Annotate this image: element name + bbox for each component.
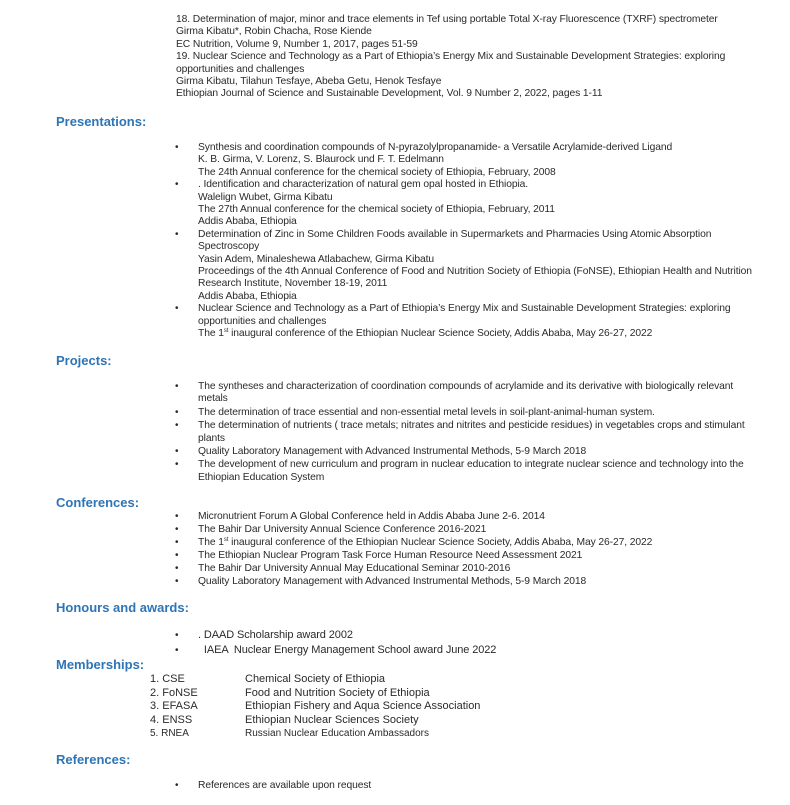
list-item: • Synthesis and coordination compounds of N-pyrazolylpropanamide- a Versatile Acrylamide-derived Ligand K. B. Girma, V. Lorenz, S. Blaurock und F. T. Edelmann The 24th Annual conference for the chemical society of Ethiopia, February, 2008: [176, 142, 776, 179]
list-item: • The development of new curriculum and program in nuclear education to integrate nuclear science and technology into the Ethiopian Education System: [176, 459, 776, 484]
list-item: • The determination of trace essential and non-essential metal levels in soil-plant-animal-human system.: [176, 407, 776, 419]
publication-line: Ethiopian Journal of Science and Sustainable Development, Vol. 9 Number 2, 2022, pages 1-11: [176, 88, 603, 100]
references-list: [176, 780, 776, 792]
references-heading: References:: [56, 752, 131, 767]
publication-line: opportunities and challenges: [176, 63, 305, 75]
publication-line: EC Nutrition, Volume 9, Number 1, 2017, pages 51-59: [176, 38, 418, 50]
list-item: • References are available upon request: [176, 780, 776, 792]
list-item: • Nuclear Science and Technology as a Part of Ethiopia’s Energy Mix and Sustainable Development Strategies: exploring opportunities and challenges The 1st inaugural conference of the Ethiopian Nuclear Science Society, Addis Ababa, May 26-27, 2022: [176, 303, 776, 340]
list-item: • Quality Laboratory Management with Advanced Instrumental Methods, 5-9 March 2018: [176, 576, 776, 588]
conferences-heading: Conferences:: [56, 495, 140, 510]
publication-line: 18. Determination of major, minor and trace elements in Tef using portable Total X-ray Fluorescence (TXRF) spectrometer: [176, 14, 718, 25]
publication-line: Girma Kibatu*, Robin Chacha, Rose Kiende: [176, 26, 372, 38]
list-item: • Micronutrient Forum A Global Conference held in Addis Ababa June 2-6. 2014: [176, 511, 776, 523]
memberships-list: [150, 673, 480, 741]
list-item: • Determination of Zinc in Some Children Foods available in Supermarkets and Pharmacies Using Atomic Absorption Spectroscopy Yasin Adem, Minaleshewa Atlabachew, Girma Kibatu Proceedings of the 4th Annual Conference of Food and Nutrition Society of Ethiopia (FoNSE), Ethiopian Health and Nutrition Research Institute, November 18-19, 2011 Addis Ababa, Ethiopia: [176, 229, 776, 303]
publication-line: 19. Nuclear Science and Technology as a Part of Ethiopia’s Energy Mix and Sustainable Development Strategies: exploring: [176, 51, 726, 63]
list-item: • IAEA Nuclear Energy Management School award June 2022: [176, 644, 776, 658]
list-item: 5. RNEA Russian Nuclear Education Ambassadors: [150, 728, 429, 740]
honours-heading: Honours and awards:: [56, 600, 189, 615]
list-item: • Quality Laboratory Management with Advanced Instrumental Methods, 5-9 March 2018: [176, 446, 776, 458]
honours-list: [176, 629, 776, 658]
memberships-heading: Memberships:: [56, 657, 145, 672]
publication-line: Girma Kibatu, Tilahun Tesfaye, Abeba Getu, Henok Tesfaye: [176, 76, 442, 88]
presentations-list: [176, 142, 776, 341]
conferences-list: [176, 511, 776, 588]
list-item: • The Ethiopian Nuclear Program Task Force Human Resource Need Assessment 2021: [176, 550, 776, 562]
projects-list: [176, 381, 776, 484]
list-item: • The 1st inaugural conference of the Ethiopian Nuclear Science Society, Addis Ababa, May 26-27, 2022: [176, 537, 776, 549]
list-item: 1. CSE Chemical Society of Ethiopia: [150, 673, 386, 685]
list-item: 2. FoNSE Food and Nutrition Society of Ethiopia: [150, 686, 430, 699]
list-item: • . Identification and characterization of natural gem opal hosted in Ethiopia. Walelign Wubet, Girma Kibatu The 27th Annual conference for the chemical society of Ethiopia, February, 2011 Addis Ababa, Ethiopia: [176, 179, 776, 229]
list-item: 4. ENSS Ethiopian Nuclear Sciences Society: [150, 713, 419, 726]
list-item: • The Bahir Dar University Annual May Educational Seminar 2010-2016: [176, 563, 776, 575]
list-item: • . DAAD Scholarship award 2002: [176, 629, 776, 643]
publications-list: [176, 14, 776, 101]
presentations-heading: Presentations:: [56, 114, 147, 129]
list-item: • The syntheses and characterization of coordination compounds of acrylamide and its derivative with biologically relevant metals: [176, 381, 776, 406]
list-item: • The determination of nutrients ( trace metals; nitrates and nitrites and pesticide residues) in vegetables crops and stimulant plants: [176, 420, 776, 445]
list-item: • The Bahir Dar University Annual Science Conference 2016-2021: [176, 524, 776, 536]
projects-heading: Projects:: [56, 353, 112, 368]
list-item: 3. EFASA Ethiopian Fishery and Aqua Science Association: [150, 700, 481, 713]
